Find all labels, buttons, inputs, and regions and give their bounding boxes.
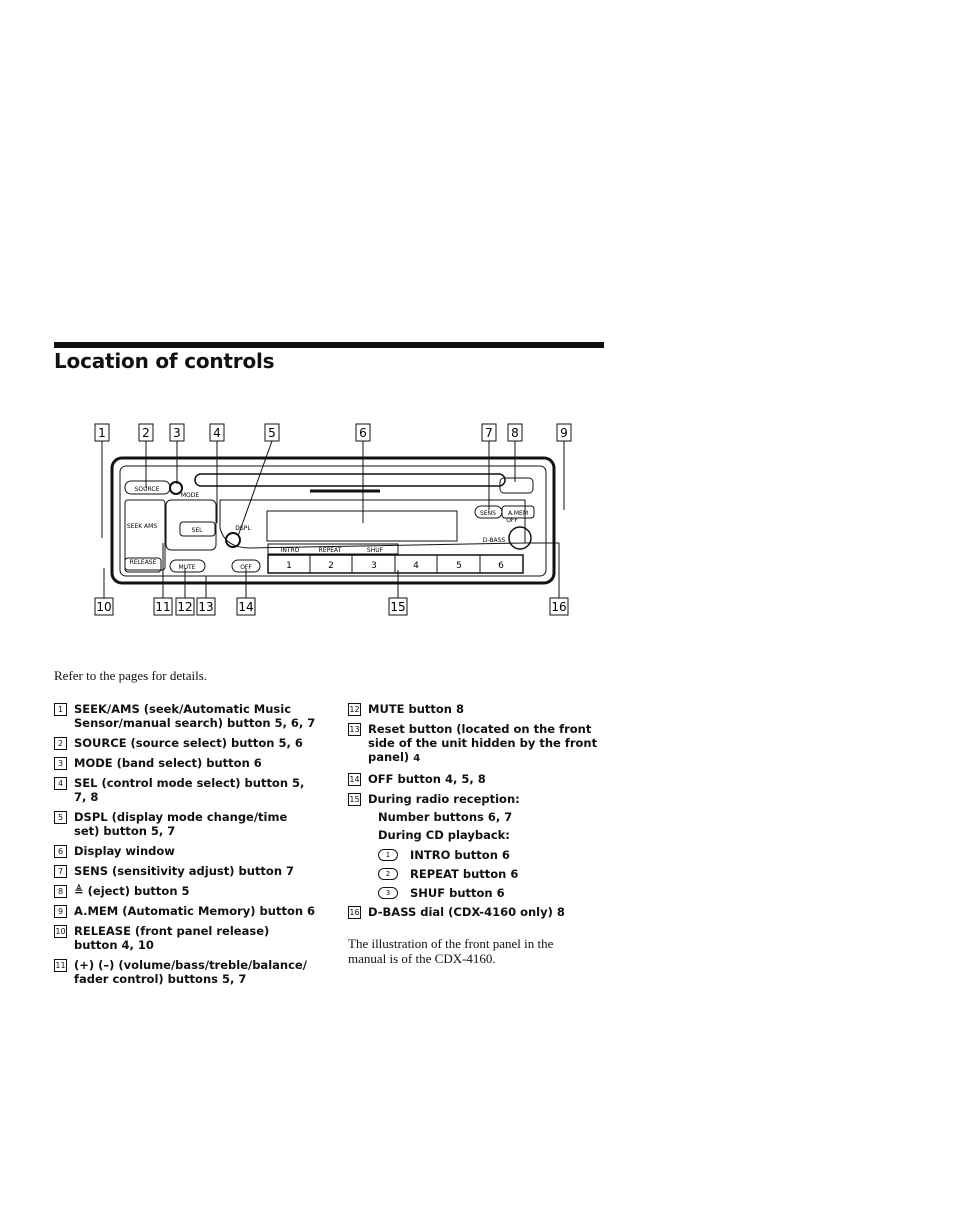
callout-9: 9	[560, 426, 568, 440]
callout-3: 3	[173, 426, 181, 440]
list-item: 3 MODE (band select) button 6	[54, 756, 316, 770]
cd-playback-line: During CD playback:	[378, 828, 510, 842]
list-item: 1 SEEK/AMS (seek/Automatic Music Sensor/manual search) button 5, 6, 7	[54, 702, 316, 730]
callout-12: 12	[177, 600, 193, 614]
list-item: 2 REPEAT button 6	[348, 867, 618, 881]
list-item: 4 SEL (control mode select) button 5, 7, 8	[54, 776, 316, 804]
front-panel-diagram	[80, 418, 590, 628]
release-button-label: RELEASE	[129, 559, 157, 566]
callout-4: 4	[213, 426, 221, 440]
intro-text: Refer to the pages for details.	[54, 668, 208, 683]
intro-label: INTRO	[280, 547, 300, 554]
preset-6: 6	[498, 561, 504, 571]
off-dial-label: OFF	[506, 517, 518, 524]
controls-list-right	[348, 702, 618, 925]
list-item: 11 (+) (–) (volume/bass/treble/balance/ fader control) buttons 5, 7	[55, 958, 307, 986]
list-item: 8 ≜ (eject) button 5	[54, 884, 316, 898]
callout-2: 2	[142, 426, 150, 440]
callout-15: 15	[390, 600, 406, 614]
repeat-label: REPEAT	[318, 547, 342, 554]
preset-4: 4	[413, 561, 419, 571]
number-buttons-line: Number buttons 6, 7	[378, 810, 513, 824]
seek-ams-label: SEEK AMS	[126, 523, 158, 530]
list-item: 7 SENS (sensitivity adjust) button 7	[54, 864, 316, 878]
footnote: The illustration of the front panel in the manual is of the CDX-4160.	[348, 936, 554, 966]
mode-button-label: MODE	[180, 492, 200, 499]
sens-button-label: SENS	[480, 510, 496, 517]
off-button-label: OFF	[240, 564, 252, 571]
preset-5: 5	[456, 561, 462, 571]
list-item: 14 OFF button 4, 5, 8	[349, 772, 486, 786]
callout-14: 14	[238, 600, 254, 614]
list-item: 1 INTRO button 6	[348, 848, 618, 862]
list-item: 13 Reset button (located on the front side of the unit hidden by the front panel) 4	[349, 722, 598, 764]
callout-13: 13	[198, 600, 214, 614]
shuf-label: SHUF	[366, 547, 384, 554]
list-item: 6 Display window	[54, 844, 316, 858]
callout-5: 5	[268, 426, 276, 440]
list-item: 3 SHUF button 6	[348, 886, 618, 900]
list-item: 9 A.MEM (Automatic Memory) button 6	[54, 904, 316, 918]
list-item: 12 MUTE button 8	[349, 702, 464, 716]
dspl-button-label: DSPL	[235, 525, 251, 532]
preset-2: 2	[328, 561, 334, 571]
controls-list-left	[54, 702, 316, 992]
callout-6: 6	[359, 426, 367, 440]
list-item: 16 D-BASS dial (CDX-4160 only) 8	[349, 905, 565, 919]
preset-3: 3	[371, 561, 377, 571]
list-item: 15 During radio reception:	[349, 792, 520, 806]
callout-7: 7	[485, 426, 493, 440]
list-item: 10 RELEASE (front panel release) button 4, 10	[55, 924, 270, 952]
source-button-label: SOURCE	[134, 486, 160, 493]
callout-1: 1	[98, 426, 106, 440]
callout-16: 16	[551, 600, 567, 614]
title-rule-thin	[54, 347, 604, 348]
page-title: Location of controls	[54, 349, 275, 373]
callout-10: 10	[96, 600, 112, 614]
mute-button-label: MUTE	[178, 564, 196, 571]
amem-button-label: A.MEM	[507, 510, 529, 517]
callout-11: 11	[155, 600, 171, 614]
callout-8: 8	[511, 426, 519, 440]
list-item: 5 DSPL (display mode change/time set) button 5, 7	[54, 810, 316, 838]
preset-1: 1	[286, 561, 292, 571]
dbass-label: D-BASS	[482, 537, 506, 544]
sel-button-label: SEL	[191, 527, 203, 534]
list-item: 2 SOURCE (source select) button 5, 6	[54, 736, 316, 750]
